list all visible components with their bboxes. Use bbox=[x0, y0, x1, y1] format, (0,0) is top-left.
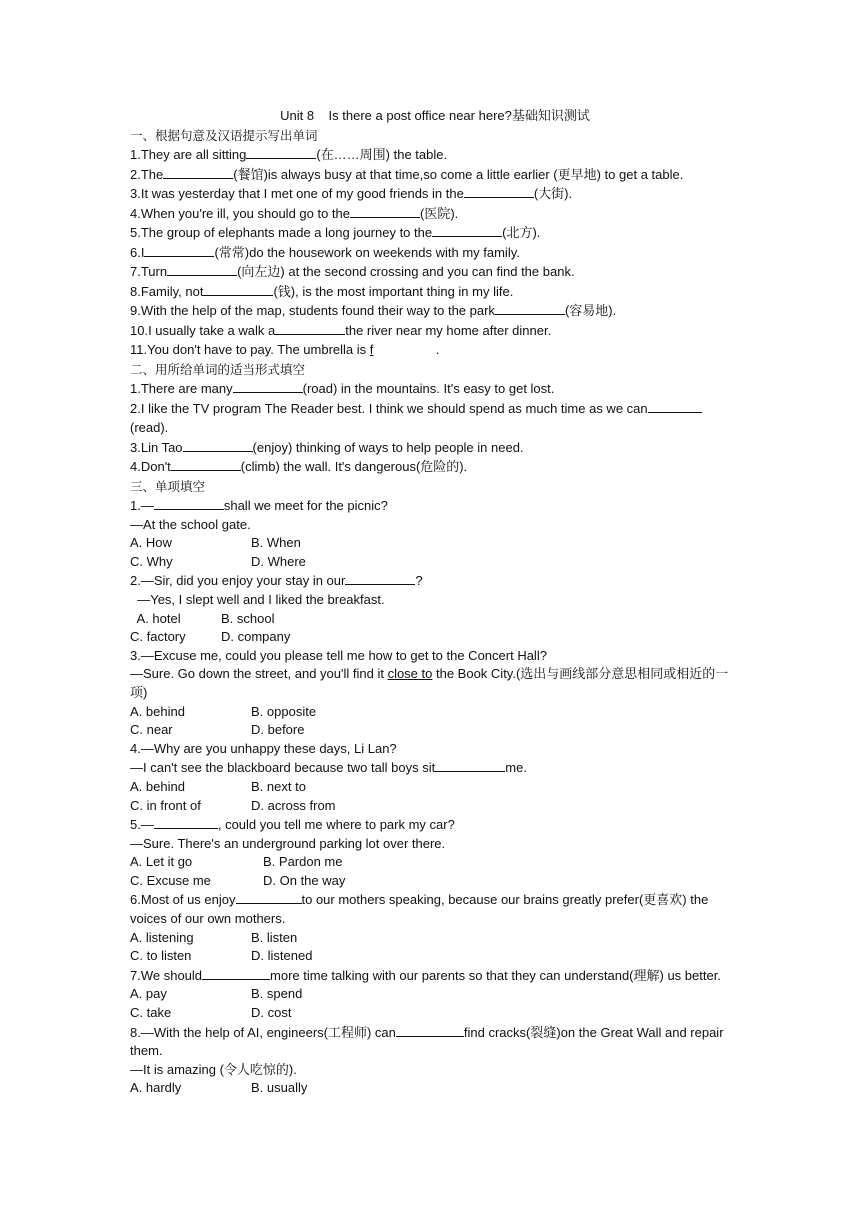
question-reply: —I can't see the blackboard because two tall boys sit me. bbox=[130, 760, 527, 776]
option-row bbox=[130, 797, 732, 816]
option-row bbox=[130, 778, 732, 797]
exercise-line: 2.I like the TV program The Reader best. I think we should spend as much time as we can (read). bbox=[130, 399, 732, 438]
exercise-line: 8.Family, not (钱), is the most important thing in my life. bbox=[130, 283, 514, 299]
option-row bbox=[130, 929, 732, 948]
exercise-line: 9.With the help of the map, students found their way to the park (容易地). bbox=[130, 303, 617, 318]
option-a[interactable]: A. listening bbox=[130, 929, 194, 945]
question-stem: 1.— shall we meet for the picnic? bbox=[130, 498, 388, 513]
answer-blank[interactable] bbox=[432, 223, 502, 237]
answer-blank[interactable] bbox=[275, 321, 345, 335]
question bbox=[130, 647, 732, 740]
answer-blank[interactable] bbox=[202, 966, 270, 980]
section-heading: 二、用所给单词的适当形式填空 bbox=[130, 361, 306, 377]
answer-blank[interactable] bbox=[345, 571, 415, 585]
option-d[interactable]: D. listened bbox=[251, 948, 313, 964]
option-row bbox=[130, 947, 732, 966]
question-reply: —At the school gate. bbox=[130, 516, 251, 532]
question-reply: —It is amazing (令人吃惊的). bbox=[130, 1061, 297, 1077]
question bbox=[130, 496, 732, 571]
option-d[interactable]: D. cost bbox=[251, 1005, 292, 1021]
option-b[interactable]: B. usually bbox=[251, 1080, 308, 1096]
option-c[interactable]: C. in front of bbox=[130, 797, 201, 813]
option-c[interactable]: C. near bbox=[130, 722, 173, 738]
question-reply: —Yes, I slept well and I liked the breakfast. bbox=[130, 591, 385, 607]
answer-blank[interactable] bbox=[183, 438, 253, 452]
answer-blank[interactable] bbox=[203, 282, 273, 296]
worksheet-content bbox=[130, 106, 732, 1098]
question-stem: 6.Most of us enjoy to our mothers speaking, because our brains greatly prefer(更喜欢) the voices of our own mothers. bbox=[130, 892, 709, 927]
option-a[interactable]: A. How bbox=[130, 535, 172, 551]
option-d[interactable]: D. On the way bbox=[263, 872, 346, 888]
question-reply: —Sure. There's an underground parking lot over there. bbox=[130, 835, 446, 851]
question bbox=[130, 815, 732, 890]
answer-blank[interactable] bbox=[495, 301, 565, 315]
question-reply: —Sure. Go down the street, and you'll find it close to the Book City.(选出与画线部分意思相同或相近的一项) bbox=[130, 666, 729, 700]
answer-blank[interactable] bbox=[171, 457, 241, 471]
option-a[interactable]: A. behind bbox=[130, 703, 185, 719]
option-row bbox=[130, 553, 732, 572]
option-row bbox=[130, 721, 732, 740]
option-a[interactable]: A. Let it go bbox=[130, 854, 193, 870]
option-c[interactable]: C. Excuse me bbox=[130, 872, 211, 888]
exercise-line: 4.When you're ill, you should go to the (医院). bbox=[130, 205, 459, 221]
exercise-line: 11.You don't have to pay. The umbrella is f . bbox=[130, 340, 732, 360]
exercise-line: 4.Don't (climb) the wall. It's dangerous(危险的). bbox=[130, 459, 468, 474]
exercise-line: 3.It was yesterday that I met one of my good friends in the (大街). bbox=[130, 186, 573, 201]
option-c[interactable]: C. Why bbox=[130, 553, 173, 569]
option-b[interactable]: B. listen bbox=[251, 929, 298, 945]
answer-blank[interactable] bbox=[246, 145, 316, 159]
option-d[interactable]: D. company bbox=[221, 629, 291, 645]
option-row bbox=[130, 985, 732, 1004]
question-stem: 2.—Sir, did you enjoy your stay in our ? bbox=[130, 573, 423, 589]
exercise-line: 7.Turn (向左边) at the second crossing and you can find the bank. bbox=[130, 264, 575, 279]
answer-blank[interactable] bbox=[167, 262, 237, 276]
option-b[interactable]: B. next to bbox=[251, 778, 306, 794]
answer-blank[interactable] bbox=[233, 379, 303, 393]
question bbox=[130, 890, 732, 965]
option-row bbox=[130, 610, 732, 629]
option-c[interactable]: C. factory bbox=[130, 629, 186, 645]
option-row bbox=[130, 628, 732, 647]
question bbox=[130, 1023, 732, 1098]
answer-blank[interactable] bbox=[154, 496, 224, 510]
option-b[interactable]: B. Pardon me bbox=[263, 854, 343, 870]
answer-blank[interactable] bbox=[236, 890, 302, 904]
exercise-line: 1.They are all sitting (在……周围) the table. bbox=[130, 147, 448, 162]
exercise-line: 1.There are many (road) in the mountains. It's easy to get lost. bbox=[130, 381, 555, 396]
option-row bbox=[130, 534, 732, 553]
answer-blank[interactable] bbox=[154, 815, 218, 829]
option-a[interactable]: A. behind bbox=[130, 778, 185, 794]
question-stem: 7.We should more time talking with our parents so that they can understand(理解) us better. bbox=[130, 967, 721, 983]
option-c[interactable]: C. to listen bbox=[130, 948, 192, 964]
exercise-line: 10.I usually take a walk a the river near my home after dinner. bbox=[130, 322, 552, 338]
option-b[interactable]: B. school bbox=[221, 610, 275, 626]
section-heading: 三、单项填空 bbox=[130, 478, 206, 494]
option-row bbox=[130, 703, 732, 722]
answer-blank[interactable] bbox=[464, 184, 534, 198]
answer-blank[interactable] bbox=[144, 243, 214, 257]
option-d[interactable]: D. before bbox=[251, 722, 305, 738]
exercise-line: 3.Lin Tao (enjoy) thinking of ways to help people in need. bbox=[130, 439, 524, 455]
option-b[interactable]: B. spend bbox=[251, 986, 303, 1002]
question-stem: 8.—With the help of AI, engineers(工程师) can find cracks(裂缝)on the Great Wall and repair them. bbox=[130, 1024, 724, 1059]
question-stem: 3.—Excuse me, could you please tell me how to get to the Concert Hall? bbox=[130, 647, 547, 663]
page-title: Unit 8 Is there a post office near here?基础知识测试 bbox=[280, 108, 590, 123]
option-a[interactable]: A. hardly bbox=[130, 1080, 182, 1096]
option-row bbox=[130, 872, 732, 891]
section-heading: 一、根据句意及汉语提示写出单词 bbox=[130, 127, 318, 143]
option-b[interactable]: B. opposite bbox=[251, 703, 317, 719]
question bbox=[130, 966, 732, 1023]
answer-blank[interactable] bbox=[396, 1023, 464, 1037]
option-c[interactable]: C. take bbox=[130, 1005, 172, 1021]
option-a[interactable]: A. hotel bbox=[130, 610, 181, 626]
option-row bbox=[130, 1004, 732, 1023]
option-d[interactable]: D. across from bbox=[251, 797, 336, 813]
answer-blank[interactable] bbox=[648, 399, 702, 413]
answer-blank[interactable] bbox=[435, 758, 505, 772]
answer-blank[interactable] bbox=[350, 204, 420, 218]
question-stem: 4.—Why are you unhappy these days, Li Lan? bbox=[130, 740, 397, 756]
option-a[interactable]: A. pay bbox=[130, 986, 167, 1002]
question bbox=[130, 571, 732, 646]
question bbox=[130, 740, 732, 815]
underlined-phrase: close to bbox=[387, 666, 433, 682]
answer-blank[interactable] bbox=[163, 165, 233, 179]
question-stem: 5.— , could you tell me where to park my car? bbox=[130, 817, 455, 833]
option-d[interactable]: D. Where bbox=[251, 553, 306, 569]
exercise-line: 2.The (餐馆)is always busy at that time,so come a little earlier (更早地) to get a table. bbox=[130, 166, 684, 182]
option-b[interactable]: B. When bbox=[251, 535, 301, 551]
option-row bbox=[130, 853, 732, 872]
exercise-line: 6.I (常常)do the housework on weekends with my family. bbox=[130, 244, 520, 260]
answer-blank-prefilled[interactable]: f bbox=[369, 342, 374, 357]
option-row bbox=[130, 1079, 732, 1098]
exercise-line: 5.The group of elephants made a long journey to the (北方). bbox=[130, 225, 541, 240]
